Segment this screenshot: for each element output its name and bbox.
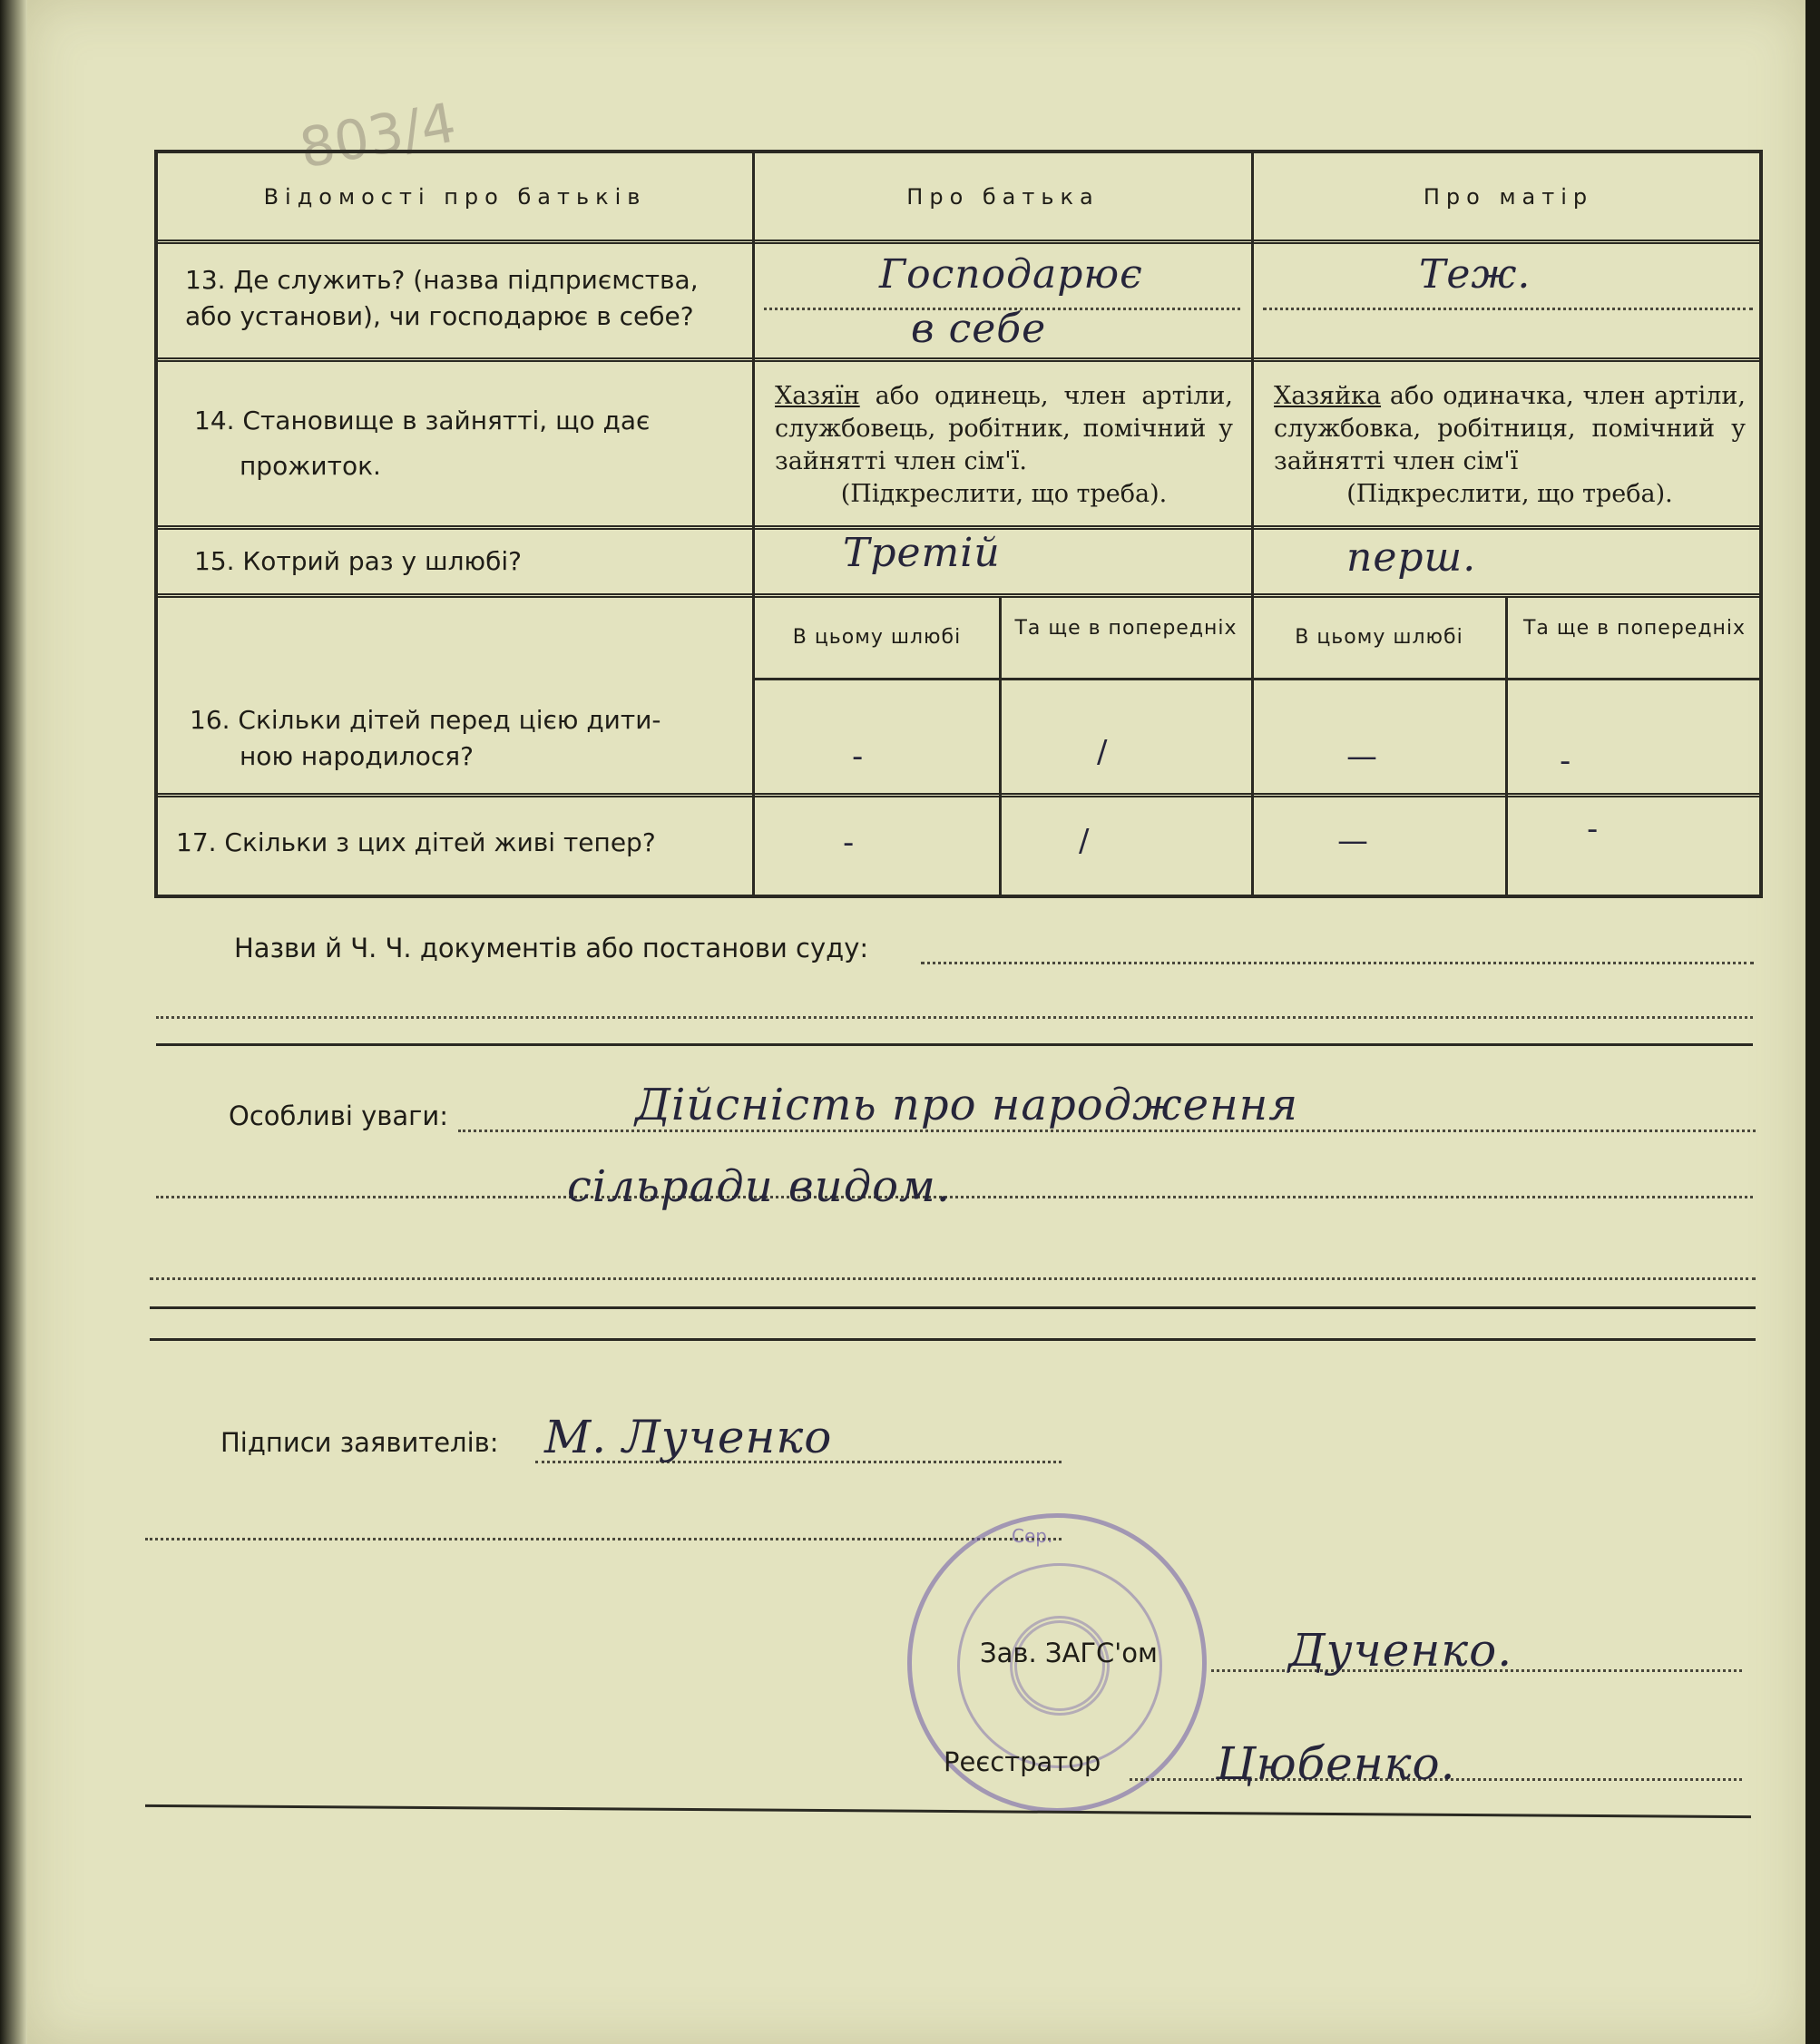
signature-line bbox=[145, 1538, 1062, 1540]
question-16-line2: ною народилося? bbox=[240, 741, 474, 771]
children-alive-mother-this: — bbox=[1337, 823, 1368, 859]
children-alive-father-this: - bbox=[843, 825, 855, 861]
father-workplace-line2: в себе bbox=[911, 306, 1047, 352]
remarks-text-line2: сільради видом. bbox=[567, 1161, 952, 1212]
children-born-mother-this: — bbox=[1346, 738, 1377, 775]
head-signature: Дученко. bbox=[1288, 1624, 1513, 1677]
children-alive-father-previous: / bbox=[1079, 823, 1090, 859]
mother-marriage-count: перш. bbox=[1346, 534, 1477, 581]
father-occupation-options bbox=[775, 380, 1233, 511]
remarks-line bbox=[150, 1277, 1756, 1280]
remarks-line bbox=[156, 1196, 1753, 1198]
father-occupation-note: (Підкреслити, що треба). bbox=[840, 480, 1168, 508]
mother-occupation-text: або одиначка, член артіли, службовка, робітниця, помічний у зайнятті член сім'ї bbox=[1274, 382, 1746, 475]
archive-number: 803/4 bbox=[295, 91, 461, 181]
table-row-13 bbox=[158, 244, 1759, 362]
children-alive-mother-previous: - bbox=[1587, 811, 1599, 847]
dotted-line bbox=[1263, 308, 1753, 310]
header-info: Відомості про батьків bbox=[263, 183, 647, 210]
subheader-father-this-marriage: В цьому шлюбі bbox=[792, 626, 962, 649]
section-divider bbox=[150, 1306, 1756, 1309]
registrar-signature: Цюбенко. bbox=[1216, 1737, 1456, 1790]
page-edge bbox=[0, 0, 27, 2044]
father-workplace-line1: Господарює bbox=[879, 251, 1143, 298]
children-born-father-this: - bbox=[852, 738, 864, 775]
table-header-row bbox=[158, 153, 1759, 244]
table-row-14 bbox=[158, 362, 1759, 530]
applicant-signature: М. Лученко bbox=[544, 1411, 833, 1463]
section-divider bbox=[156, 1043, 1753, 1046]
table-row-17 bbox=[158, 797, 1759, 898]
question-14-line1: 14. Становище в зайнятті, що дає bbox=[194, 406, 651, 435]
question-17: 17. Скільки з цих дітей живі тепер? bbox=[176, 827, 656, 857]
remarks-label: Особливі уваги: bbox=[229, 1100, 449, 1131]
subheader-father-previous: Та ще в попередніх bbox=[1014, 617, 1238, 640]
header-mother: Про матір bbox=[1423, 183, 1594, 210]
table-row-15 bbox=[158, 530, 1759, 598]
mother-occupation-options bbox=[1274, 380, 1746, 511]
table-row-16 bbox=[158, 598, 1759, 797]
father-marriage-count: Третій bbox=[843, 530, 1001, 576]
header-father: Про батька bbox=[906, 183, 1100, 210]
documents-line bbox=[921, 962, 1754, 964]
stamp-text: Сер. bbox=[1012, 1525, 1053, 1547]
question-15: 15. Котрий раз у шлюбі? bbox=[194, 546, 523, 576]
signatures-label: Підписи заявителів: bbox=[220, 1427, 499, 1458]
father-occupation-selected: Хазяїн bbox=[775, 382, 860, 410]
documents-line bbox=[156, 1016, 1753, 1019]
head-of-registry-label: Зав. ЗАГС'ом bbox=[980, 1638, 1158, 1668]
subheader-divider bbox=[755, 678, 1763, 680]
mother-occupation-note: (Підкреслити, що треба). bbox=[1346, 480, 1673, 508]
registrar-label: Реєстратор bbox=[944, 1746, 1101, 1777]
documents-label: Назви й Ч. Ч. документів або постанови суду: bbox=[234, 933, 869, 963]
parents-info-table bbox=[154, 150, 1763, 898]
children-born-mother-previous: - bbox=[1560, 743, 1571, 779]
question-13: 13. Де служить? (назва підприємства, або установи), чи господарює в себе? bbox=[185, 265, 699, 331]
mother-workplace: Теж. bbox=[1419, 251, 1531, 298]
children-born-father-previous: / bbox=[1097, 734, 1108, 770]
father-occupation-text: або одинець, член артіли, службовець, робітник, помічний у зайнятті член сім'ї. bbox=[775, 382, 1233, 475]
remarks-text-line1: Дійсність про народження bbox=[635, 1080, 1298, 1130]
section-divider bbox=[150, 1338, 1756, 1341]
question-16-line1: 16. Скільки дітей перед цією дити- bbox=[190, 705, 661, 735]
question-14-line2: прожиток. bbox=[240, 451, 381, 481]
subheader-mother-this-marriage: В цьому шлюбі bbox=[1295, 626, 1463, 649]
mother-occupation-selected: Хазяйка bbox=[1274, 382, 1382, 410]
subheader-mother-previous: Та ще в попередніх bbox=[1522, 617, 1747, 640]
